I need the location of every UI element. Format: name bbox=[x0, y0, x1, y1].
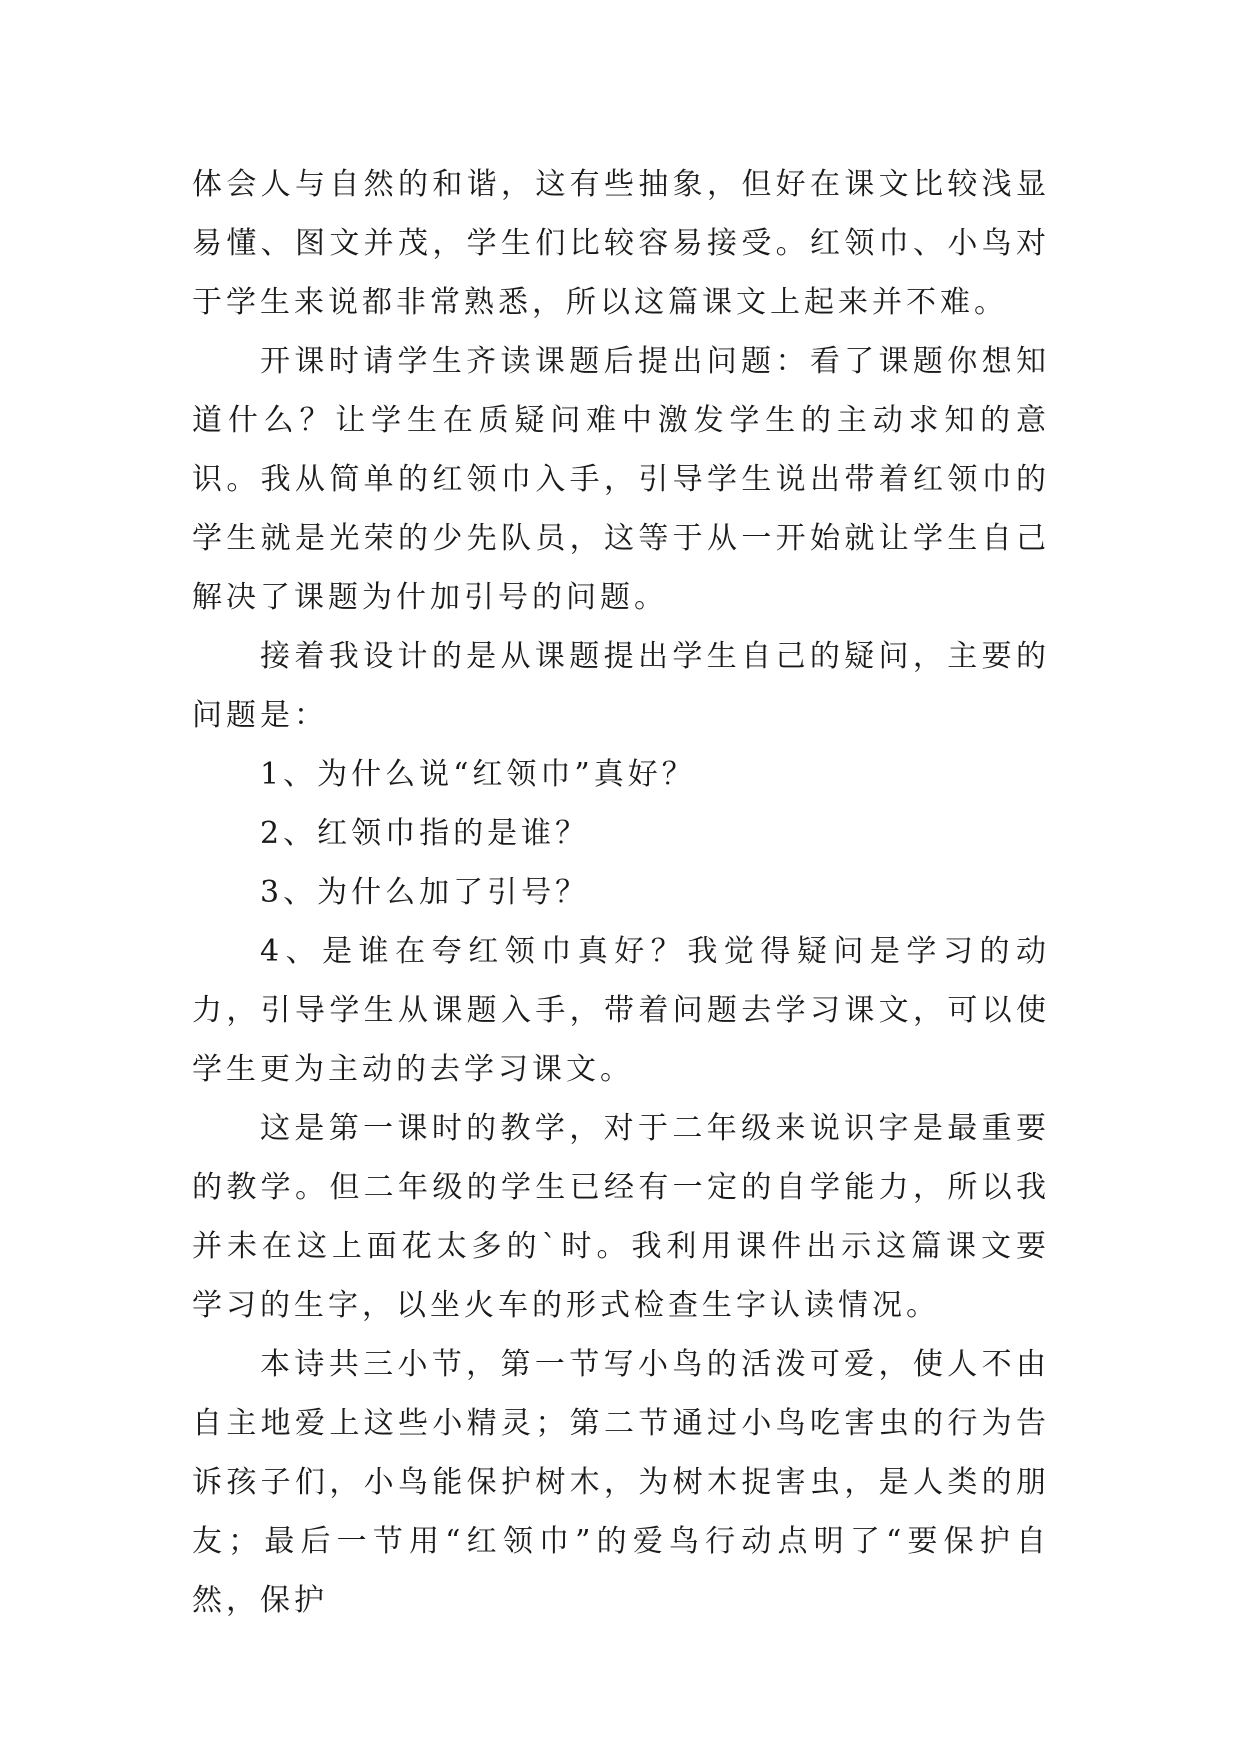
paragraph-continuation: 体会人与自然的和谐，这有些抽象，但好在课文比较浅显易懂、图文并茂，学生们比较容易接受。红领巾、小鸟对于学生来说都非常熟悉，所以这篇课文上起来并不难。 bbox=[192, 167, 1050, 320]
question-item-3: 3、为什么加了引号？ bbox=[260, 875, 590, 910]
paragraph-lesson-opening: 开课时请学生齐读课题后提出问题：看了课题你想知道什么？让学生在质疑问难中激发学生的主动求知的意识。我从简单的红领巾入手，引导学生说出带着红领巾的学生就是光荣的少先队员，这等于从一开始就让学生自己解决了课题为什加引号的问题。 bbox=[192, 344, 1050, 615]
question-item-2: 2、红领巾指的是谁？ bbox=[260, 816, 590, 851]
document-body bbox=[192, 155, 1050, 1630]
paragraph-questions-intro: 接着我设计的是从课题提出学生自己的疑问，主要的问题是： bbox=[192, 639, 1050, 733]
paragraph-first-lesson: 这是第一课时的教学，对于二年级来说识字是最重要的教学。但二年级的学生已经有一定的自学能力，所以我并未在这上面花太多的`时。我利用课件出示这篇课文要学习的生字，以坐火车的形式检查生字认读情况。 bbox=[192, 1111, 1050, 1323]
question-item-4: 4、是谁在夸红领巾真好？我觉得疑问是学习的动力，引导学生从课题入手，带着问题去学习课文，可以使学生更为主动的去学习课文。 bbox=[192, 934, 1050, 1087]
paragraph-poem-structure: 本诗共三小节，第一节写小鸟的活泼可爱，使人不由自主地爱上这些小精灵；第二节通过小鸟吃害虫的行为告诉孩子们，小鸟能保护树木，为树木捉害虫，是人类的朋友；最后一节用“红领巾”的爱鸟行动点明了“要保护自然，保护 bbox=[192, 1347, 1050, 1618]
question-item-1: 1、为什么说“红领巾”真好？ bbox=[260, 757, 696, 792]
